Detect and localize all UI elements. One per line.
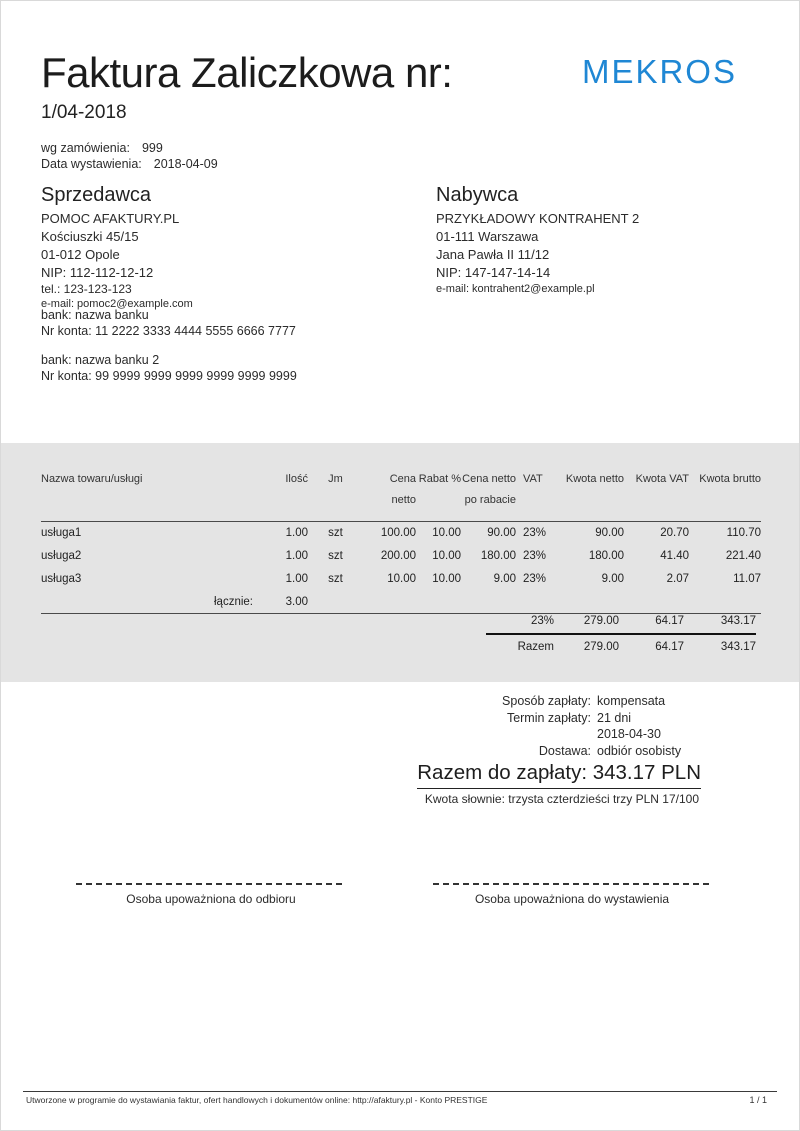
buyer-city: 01-111 Warszawa [436, 229, 539, 244]
signature-receiver-caption: Osoba upoważniona do odbioru [126, 892, 296, 906]
issue-date-row [41, 156, 218, 172]
items-total-qty: 3.00 [285, 595, 308, 608]
buyer-name: PRZYKŁADOWY KONTRAHENT 2 [436, 211, 640, 226]
item-amount-net: 180.00 [588, 550, 624, 562]
empty-cell [308, 591, 363, 614]
grand-total-row [486, 635, 756, 659]
buyer-heading: Nabywca [436, 184, 519, 206]
buyer-section [436, 183, 776, 297]
buyer-street: Jana Pawła II 11/12 [436, 247, 550, 262]
payment-label: Dostawa: [538, 743, 591, 758]
bank-info [41, 307, 297, 339]
table-row [41, 545, 761, 568]
col-price-net-after [461, 463, 516, 522]
signature-issuer [433, 883, 711, 906]
empty-cell [363, 591, 416, 614]
item-discount: 10.00 [432, 573, 461, 585]
grand-total-gross: 343.17 [720, 641, 756, 653]
payment-label: Sposób zapłaty: [502, 694, 591, 708]
col-discount: Rabat % [418, 473, 461, 485]
col-unit: Jm [328, 473, 343, 485]
payment-label: Termin zapłaty: [506, 710, 591, 725]
bank-info [41, 352, 297, 384]
payment-value: kompensata [597, 694, 666, 708]
seller-section [41, 183, 401, 312]
item-price-net: 10.00 [387, 573, 416, 585]
item-price-net-after: 90.00 [487, 527, 516, 540]
seller-tel: tel.: 123-123-123 [41, 282, 132, 296]
items-total-label: łącznie: [214, 595, 253, 608]
item-discount: 10.00 [432, 527, 461, 540]
item-price-net-after: 9.00 [493, 573, 516, 585]
issue-date-label: Data wystawienia: [41, 157, 142, 171]
item-amount-vat: 2.07 [666, 573, 689, 585]
col-amount-gross: Kwota brutto [699, 473, 761, 485]
signature-receiver [76, 883, 346, 906]
item-unit: szt [328, 550, 343, 562]
item-qty: 1.00 [285, 527, 308, 540]
amount-in-words: Kwota słownie: trzysta czterdzieści trzy PLN 17/100 [424, 792, 699, 806]
payment-value: 21 dni [597, 710, 632, 725]
items-band [1, 443, 800, 682]
bank-account: Nr konta: 11 2222 3333 4444 5555 6666 7777 [41, 324, 296, 338]
items-header-row [41, 463, 761, 522]
bank-name: bank: nazwa banku 2 [41, 353, 160, 367]
page-title: Faktura Zaliczkowa nr: [41, 49, 453, 96]
item-qty: 1.00 [285, 573, 308, 585]
footer-text: Utworzone w programie do wystawiania faktur, ofert handlowych i dokumentów online: http://afaktury.pl - Konto PRESTIGE [26, 1095, 488, 1105]
col-qty: Ilość [285, 473, 308, 485]
seller-name: POMOC AFAKTURY.PL [41, 211, 180, 226]
col-name: Nazwa towaru/usługi [41, 473, 143, 485]
item-amount-net: 9.00 [601, 573, 624, 585]
col-price-net-after-line2: po rabacie [464, 494, 516, 506]
item-vat: 23% [523, 573, 547, 585]
issue-date-value: 2018-04-09 [153, 157, 218, 171]
vat-rate: 23% [530, 615, 554, 627]
item-name: usługa3 [41, 573, 82, 585]
payment-label [401, 726, 591, 743]
item-price-net: 200.00 [380, 550, 416, 562]
bank-name: bank: nazwa banku [41, 308, 149, 322]
grand-total-vat: 64.17 [655, 641, 684, 653]
item-amount-gross: 221.40 [725, 550, 761, 562]
signature-line [433, 883, 711, 885]
buyer-email: e-mail: kontrahent2@example.pl [436, 283, 595, 295]
seller-nip: NIP: 112-112-12-12 [41, 265, 154, 280]
order-row [41, 140, 218, 156]
invoice-meta [41, 140, 218, 172]
invoice-number: 1/04-2018 [41, 102, 127, 123]
buyer-nip: NIP: 147-147-14-14 [436, 265, 551, 280]
payment-value: 2018-04-30 [597, 727, 661, 741]
item-amount-net: 90.00 [595, 527, 624, 540]
footer-divider [23, 1091, 777, 1092]
grand-total-net: 279.00 [583, 641, 619, 653]
bank-section [41, 307, 297, 397]
item-discount: 10.00 [432, 550, 461, 562]
vat-gross: 343.17 [720, 615, 756, 627]
col-amount-vat: Kwota VAT [635, 473, 689, 485]
seller-street: Kościuszki 45/15 [41, 229, 139, 244]
bank-account: Nr konta: 99 9999 9999 9999 9999 9999 9999 [41, 369, 297, 383]
item-amount-vat: 20.70 [660, 527, 689, 540]
item-price-net: 100.00 [380, 527, 416, 540]
item-amount-gross: 11.07 [733, 573, 761, 585]
item-name: usługa2 [41, 550, 82, 562]
empty-cell [416, 591, 461, 614]
item-amount-gross: 110.70 [726, 527, 761, 540]
vat-net: 279.00 [583, 615, 619, 627]
col-price-net: Cena netto [389, 473, 416, 506]
item-price-net-after: 180.00 [480, 550, 516, 562]
table-row [41, 568, 761, 591]
item-name: usługa1 [41, 527, 82, 540]
item-amount-vat: 41.40 [660, 550, 689, 562]
payment-section [401, 693, 711, 759]
col-vat: VAT [523, 473, 543, 485]
item-vat: 23% [523, 527, 547, 540]
vat-rate-row [486, 609, 756, 633]
order-value: 999 [141, 141, 163, 155]
payment-value: odbiór osobisty [597, 743, 682, 758]
vat-summary [486, 609, 756, 659]
page-indicator: 1 / 1 [749, 1095, 767, 1105]
table-row [41, 522, 761, 545]
item-unit: szt [328, 573, 343, 585]
item-vat: 23% [523, 550, 547, 562]
brand-logo: MEKROS [581, 53, 737, 90]
item-qty: 1.00 [285, 550, 308, 562]
col-amount-net: Kwota netto [565, 473, 624, 485]
order-label: wg zamówienia: [41, 141, 130, 155]
col-price-net-after-line1: Cena netto [462, 473, 516, 485]
total-due: Razem do zapłaty: 343.17 PLN [417, 761, 701, 789]
items-table [41, 463, 761, 614]
seller-city: 01-012 Opole [41, 247, 120, 262]
item-unit: szt [328, 527, 343, 540]
signature-issuer-caption: Osoba upoważniona do wystawienia [474, 892, 670, 906]
seller-email: e-mail: pomoc2@example.com [41, 298, 193, 310]
vat-vat: 64.17 [655, 615, 684, 627]
seller-heading: Sprzedawca [41, 184, 152, 206]
signature-line [76, 883, 346, 885]
grand-total-label: Razem [517, 641, 554, 653]
